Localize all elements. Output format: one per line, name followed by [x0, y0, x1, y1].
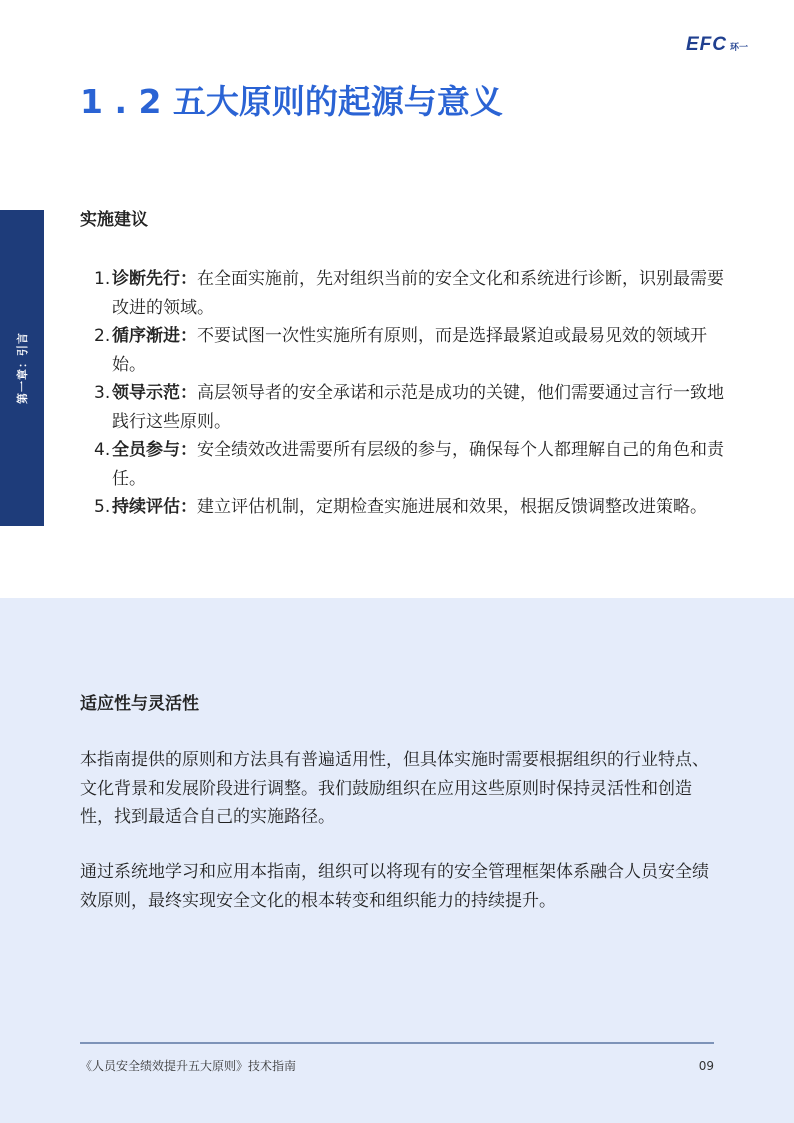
logo-subtext: 环一: [730, 43, 749, 53]
footer-divider: [80, 1042, 714, 1044]
recommendation-text: 在全面实施前，先对组织当前的安全文化和系统进行诊断，识别最需要改进的领域。: [112, 269, 724, 318]
recommendation-item: [94, 322, 734, 379]
footer-document-title: 《人员安全绩效提升五大原则》技术指南: [80, 1059, 297, 1073]
chapter-label: 第一章：引言: [16, 332, 29, 404]
recommendation-text: 不要试图一次性实施所有原则，而是选择最紧迫或最易见效的领域开始。: [112, 326, 707, 375]
recommendation-number: 1.: [94, 269, 111, 289]
page-title: 1 . 2 五大原则的起源与意义: [80, 82, 503, 121]
recommendation-title: 持续评估：: [112, 497, 197, 517]
efc-logo: [686, 34, 748, 56]
adaptability-paragraph-1: 本指南提供的原则和方法具有普遍适用性，但具体实施时需要根据组织的行业特点、文化背景和发展阶段进行调整。我们鼓励组织在应用这些原则时保持灵活性和创造性，找到最适合自己的实施路径。: [80, 750, 709, 827]
recommendation-text: 安全绩效改进需要所有层级的参与，确保每个人都理解自己的角色和责任。: [112, 440, 724, 489]
recommendation-title: 全员参与：: [112, 440, 197, 460]
page-number: 09: [698, 1059, 714, 1073]
recommendation-title: 循序渐进：: [112, 326, 197, 346]
recommendation-item: [94, 379, 734, 436]
recommendation-number: 2.: [94, 326, 111, 346]
recommendation-list: [94, 265, 734, 522]
recommendation-number: 4.: [94, 440, 111, 460]
recommendation-text: 高层领导者的安全承诺和示范是成功的关键，他们需要通过言行一致地践行这些原则。: [112, 383, 724, 432]
recommendation-title: 领导示范：: [112, 383, 197, 403]
recommendation-number: 3.: [94, 383, 111, 403]
recommendation-text: 建立评估机制，定期检查实施进展和效果，根据反馈调整改进策略。: [197, 497, 707, 517]
implementation-heading: 实施建议: [80, 210, 148, 230]
adaptability-paragraph-2: 通过系统地学习和应用本指南，组织可以将现有的安全管理框架体系融合人员安全绩效原则，最终实现安全文化的根本转变和组织能力的持续提升。: [80, 862, 709, 911]
recommendation-item: [94, 493, 734, 522]
recommendation-number: 5.: [94, 497, 111, 517]
logo-wordmark: EFC: [686, 34, 727, 55]
recommendation-item: [94, 436, 734, 493]
recommendation-item: [94, 265, 734, 322]
adaptability-heading: 适应性与灵活性: [80, 694, 199, 714]
recommendation-title: 诊断先行：: [112, 269, 197, 289]
